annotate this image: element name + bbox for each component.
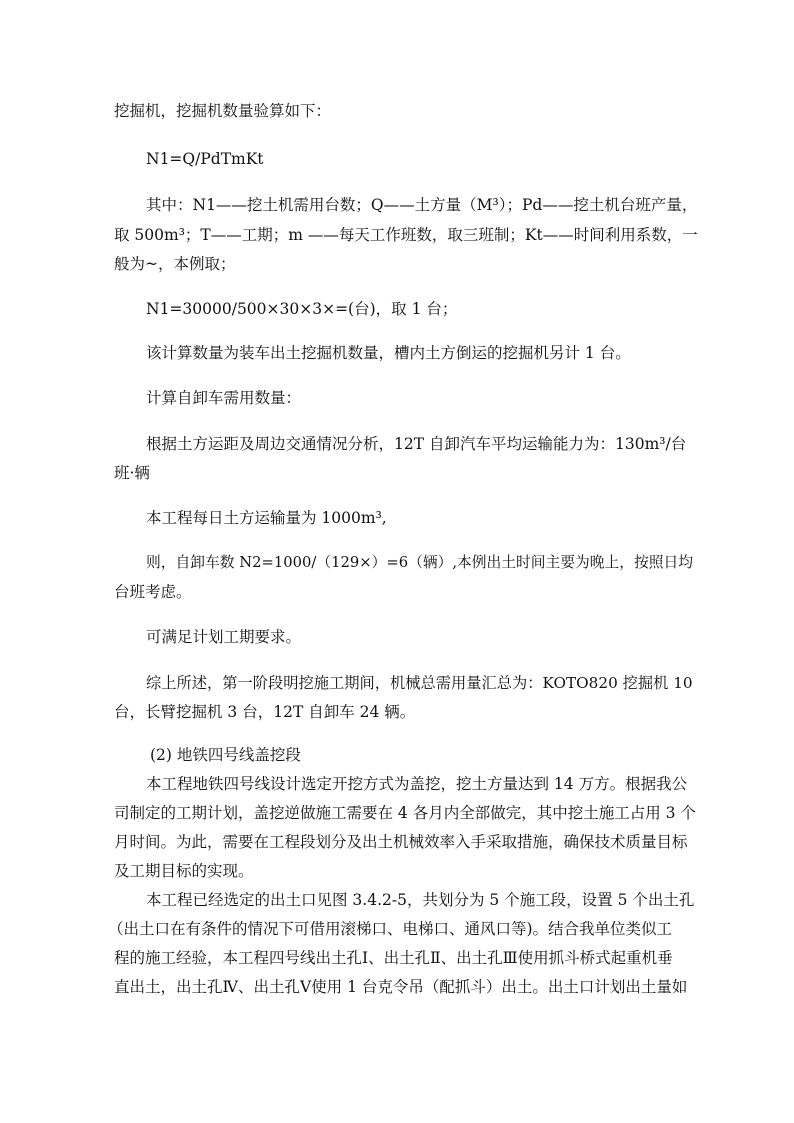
paragraph-transport-capacity-line1: 根据土方运距及周边交通情况分析，12T 自卸汽车平均运输能力为：130m³/台 [146,435,687,453]
paragraph-schedule-satisfied: 可满足计划工期要求。 [146,628,302,646]
paragraph-exits-line2: （出土口在有条件的情况下可借用滚梯口、电梯口、通风口等)。结合我单位类似工 [108,920,673,938]
paragraph-n2-line1: 则，自卸车数 N2=1000/（129×）=6（辆）,本例出土时间主要为晚上，按照日均 [146,554,694,571]
paragraph-dump-truck-heading: 计算自卸车需用数量： [146,389,302,407]
paragraph-transport-capacity-line2: 班·辆 [114,464,150,482]
formula-n1: N1=Q/PdTmKt [146,150,264,168]
paragraph-exits-line1: 本工程已经选定的出土口见图 3.4.2-5，共划分为 5 个施工段，设置 5 个出土孔 [146,891,695,909]
paragraph-variables-line3: 般为~，本例取； [114,255,236,273]
paragraph-exits-line3: 程的施工经验，本工程四号线出土孔Ⅰ、出土孔Ⅱ、出土孔Ⅲ使用抓斗桥式起重机垂 [114,949,673,967]
paragraph-line4-line4: 及工期目标的实现。 [114,862,254,880]
paragraph-line4-line1: 本工程地铁四号线设计选定开挖方式为盖挖，挖土方量达到 14 万方。根据我公 [146,775,688,793]
paragraph-exits-line4: 直出土，出土孔Ⅳ、出土孔Ⅴ使用 1 台克令吊（配抓斗）出土。出土口计划出土量如 [114,978,688,996]
paragraph-variables-line1: 其中：N1——挖土机需用台数；Q——土方量（M³）；Pd——挖土机台班产量， [146,196,698,214]
paragraph-line4-line3: 月时间。为此，需要在工程段划分及出土机械效率入手采取措施，确保技术质量目标 [114,833,688,851]
section-heading-line4-cover-excavation: (2) 地铁四号线盖挖段 [150,746,301,764]
paragraph-n2-line2: 台班考虑。 [114,583,192,601]
paragraph-summary-line2: 台，长臂挖掘机 3 台，12T 自卸车 24 辆。 [114,703,416,721]
paragraph-excavator-count: 该计算数量为装车出土挖掘机数量，槽内土方倒运的挖掘机另计 1 台。 [146,344,631,362]
paragraph-line4-line2: 司制定的工期计划，盖挖逆做施工需要在 4 各月内全部做完，其中挖土施工占用 3 个 [114,804,696,822]
paragraph-summary-line1: 综上所述，第一阶段明挖施工期间，机械总需用量汇总为：KOTO820 挖掘机 10 [146,674,693,692]
paragraph-variables-line2: 取 500m³；T——工期；m ——每天工作班数，取三班制；Kt——时间利用系数，一 [114,226,698,244]
paragraph-n1-result: N1=30000/500×30×3×=(台)，取 1 台； [146,300,458,318]
paragraph-excavator-intro: 挖掘机，挖掘机数量验算如下： [114,102,332,120]
paragraph-daily-volume: 本工程每日土方运输量为 1000m³, [146,509,387,527]
